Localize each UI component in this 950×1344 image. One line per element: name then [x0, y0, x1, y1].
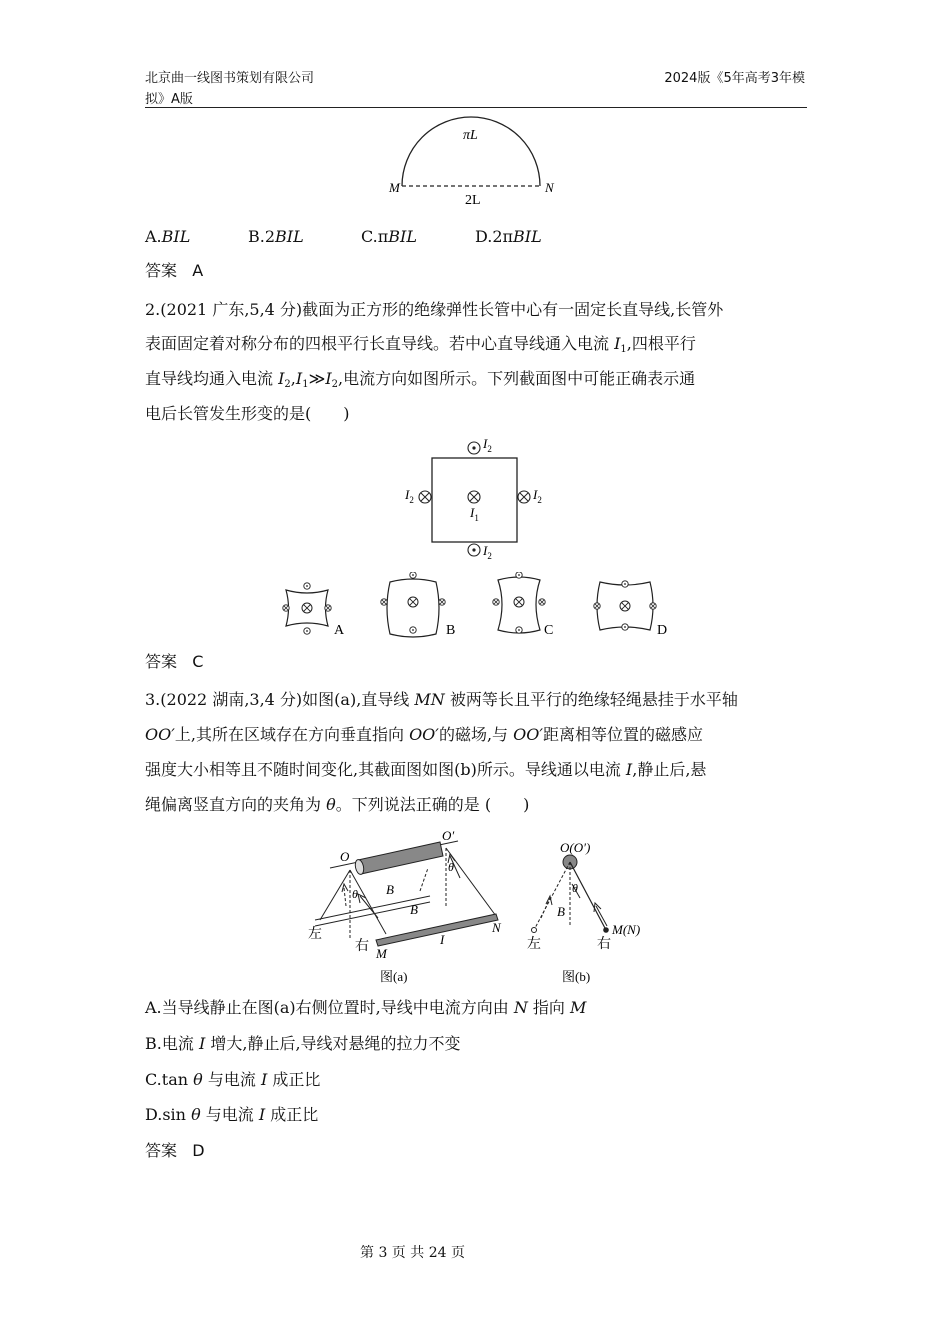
q3-line-4: 绳偏离竖直方向的夹角为 θ。下列说法正确的是 ( ): [145, 795, 530, 814]
fig-a-left: 左: [308, 927, 322, 942]
fig-a-theta-left: θ: [352, 887, 358, 901]
wire-left-cross: [419, 491, 431, 503]
choice-b: [381, 572, 456, 638]
q2-square-figure: [395, 433, 565, 565]
header-left: [145, 68, 375, 110]
q3-answer: 答案 D: [145, 1141, 205, 1160]
fig-a-b1: B: [386, 882, 394, 897]
fig-a-n: N: [492, 920, 501, 935]
header-publisher: 北京曲一线图书策划有限公司: [145, 71, 315, 86]
rope-left: [534, 862, 570, 930]
front-rod: [376, 914, 498, 946]
fig-a-theta-right: θ: [448, 860, 454, 874]
wire-bottom-dot: [468, 544, 480, 556]
choice-a: [283, 583, 345, 638]
fig-b-right: 右: [597, 937, 611, 952]
page-total: 24: [428, 1245, 447, 1261]
front-left-rope: [350, 870, 386, 934]
q3-figure-b: [520, 826, 660, 988]
fig-a-o: O: [340, 849, 350, 864]
choice-c-letter: C: [544, 623, 554, 638]
semicircle-figure: [385, 112, 565, 212]
fig-a-m: M: [376, 946, 387, 961]
axis-cylinder: [354, 842, 443, 875]
header-rule: [145, 107, 807, 108]
q3-line-2: OO′上,其所在区域存在方向垂直指向 OO′的磁场,与 OO′距离相等位置的磁感应: [145, 725, 704, 744]
fig-b-b: B: [557, 904, 565, 919]
q3-line-3: 强度大小相等且不随时间变化,其截面图如图(b)所示。导线通以电流 I,静止后,悬: [145, 760, 707, 779]
q3-option-d: D.sin θ 与电流 I 成正比: [145, 1105, 319, 1124]
arc-label: πL: [463, 128, 478, 143]
left-rope: [320, 870, 350, 920]
choice-a-letter: A: [334, 623, 345, 638]
choice-b-letter: B: [446, 623, 456, 638]
fig-a-b2: B: [410, 902, 418, 917]
wire-right-pos: [603, 927, 609, 933]
label-m: M: [389, 180, 400, 195]
q1-option-c: C.πBIL: [361, 227, 417, 246]
q3-line-1: 3.(2022 湖南,3,4 分)如图(a),直导线 MN 被两等长且平行的绝缘轻绳悬挂于水平轴: [145, 690, 738, 709]
q3-option-c: C.tan θ 与电流 I 成正比: [145, 1070, 321, 1089]
q1-answer: 答案 A: [145, 261, 204, 280]
q2-line-1: 2.(2021 广东,5,4 分)截面为正方形的绝缘弹性长管中心有一固定长直导线,长管外: [145, 300, 724, 319]
label-top-i2: $I_2$: [483, 436, 492, 454]
fig-a-caption: 图(a): [380, 969, 408, 984]
choice-d: [594, 581, 667, 638]
fig-b-o: O(O′): [560, 840, 591, 855]
fig-a-i: I: [440, 932, 445, 947]
q3-figure-a: [300, 826, 520, 988]
wire-center-cross: [468, 491, 480, 503]
q1-option-d: D.2πBIL: [475, 227, 542, 246]
q1-option-a: A.BIL: [145, 227, 191, 246]
q2-answer: 答案 C: [145, 652, 204, 671]
page-number: 3: [378, 1245, 388, 1261]
choice-d-letter: D: [657, 623, 668, 638]
fig-b-left: 左: [527, 937, 541, 952]
q3-option-b: B.电流 I 增大,静止后,导线对悬绳的拉力不变: [145, 1034, 461, 1053]
rope-right: [570, 862, 606, 930]
wire-right-cross: [518, 491, 530, 503]
fig-b-theta: θ: [572, 881, 578, 895]
label-center-i1: $I_1$: [470, 505, 479, 523]
q2-line-2: 表面固定着对称分布的四根平行长直导线。若中心直导线通入电流 $I_1$,四根平行: [145, 334, 696, 355]
q1-option-b: B.2BIL: [248, 227, 304, 246]
label-n: N: [545, 180, 554, 195]
fig-b-caption: 图(b): [562, 969, 591, 984]
q2-line-3: 直导线均通入电流 $I_2,I_1≫I_2$,电流方向如图所示。下列截面图中可能正确表示通: [145, 369, 696, 390]
fig-a-right: 右: [355, 939, 369, 954]
wire-top-dot: [468, 442, 480, 454]
q3-option-a: A.当导线静止在图(a)右侧位置时,导线中电流方向由 N 指向 M: [145, 998, 587, 1017]
choice-c: [493, 572, 554, 638]
q2-choices: [270, 572, 690, 644]
label-left-i2: $I_2$: [405, 487, 414, 505]
fig-a-op: O′: [442, 828, 455, 843]
chord-label: 2L: [465, 193, 481, 208]
label-bottom-i2: $I_2$: [483, 543, 492, 561]
wire-left-pos: [532, 928, 537, 933]
fig-b-mn: M(N): [612, 922, 641, 937]
label-right-i2: $I_2$: [533, 487, 542, 505]
header-publisher-cont: 拟》A版: [145, 92, 193, 107]
header-right: 2024版《5年高考3年模: [664, 71, 805, 86]
page-footer: 第 3 页 共 24 页: [359, 1245, 465, 1261]
q2-line-4: 电后长管发生形变的是( ): [145, 404, 350, 423]
